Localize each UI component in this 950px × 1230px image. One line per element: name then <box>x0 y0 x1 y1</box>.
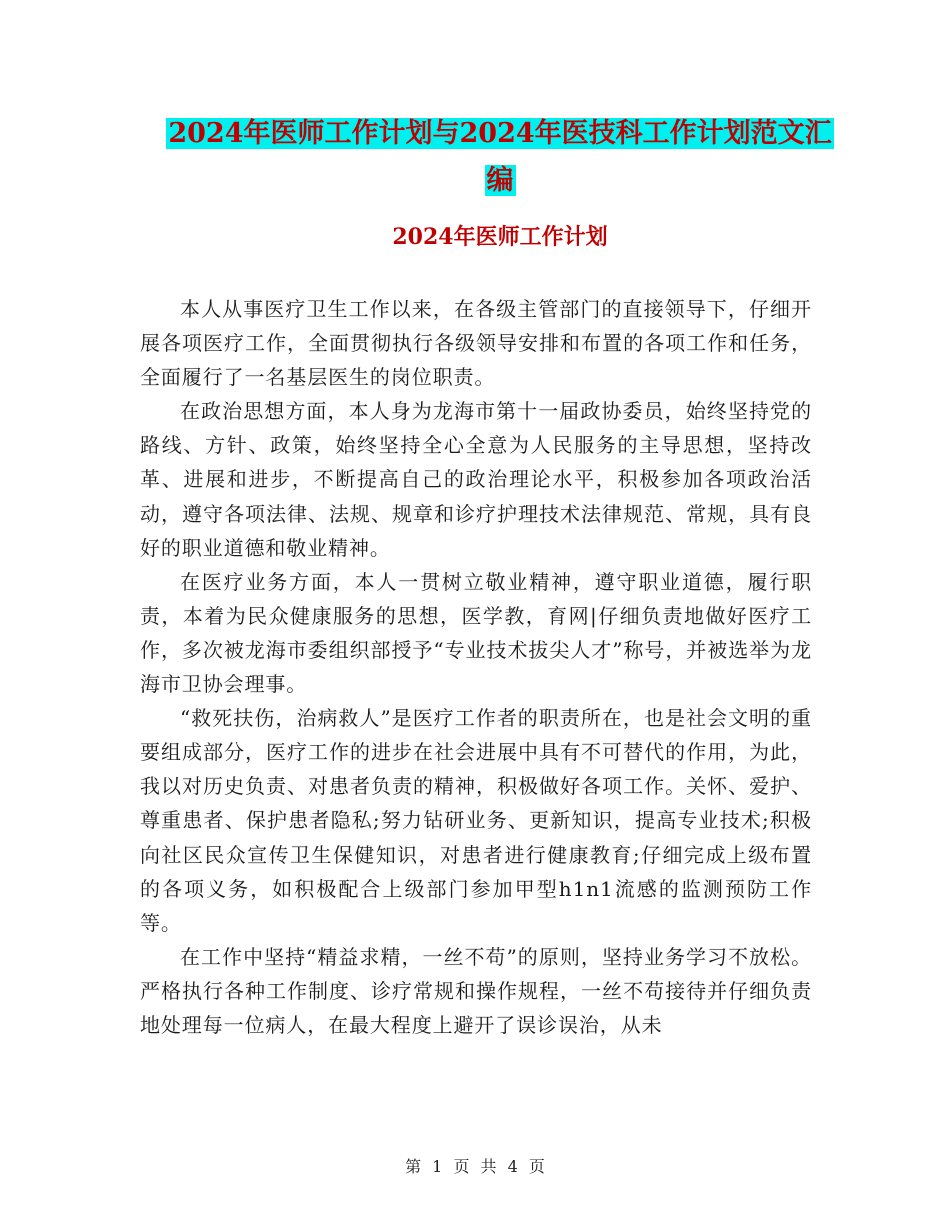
title-line-1: 2024年医师工作计划与2024年医技科工作计划范文汇 <box>168 118 832 149</box>
document-title <box>140 110 860 204</box>
section-title: 2024年医师工作计划 <box>392 224 608 250</box>
paragraph-principle: 在工作中坚持“精益求精，一丝不苟”的原则，坚持业务学习不放松。严格执行各种工作制度、诊疗常规和操作规程，一丝不苟接待并仔细负责地处理每一位病人，在最大程度上避开了误诊误治，从未 <box>140 944 812 1037</box>
page-footer: 第 1 页 共 4 页 <box>405 1157 545 1176</box>
title-line-2: 编 <box>486 165 514 196</box>
paragraph-political: 在政治思想方面，本人身为龙海市第十一届政协委员，始终坚持党的路线、方针、政策，始终坚持全心全意为人民服务的主导思想，坚持改革、进展和进步，不断提高自己的政治理论水平，积极参加各项政治活动，遵守各项法律、法规、规章和诊疗护理技术法律规范、常规，具有良好的职业道德和敬业精神。 <box>140 399 812 560</box>
paragraph-duty: “救死扶伤，治病救人”是医疗工作者的职责所在，也是社会文明的重要组成部分，医疗工作的进步在社会进展中具有不可替代的作用，为此，我以对历史负责、对患者负责的精神，积极做好各项工作。关怀、爱护、尊重患者、保护患者隐私;努力钻研业务、更新知识，提高专业技术;积极向社区民众宣传卫生保健知识，对患者进行健康教育;仔细完成上级布置的各项义务，如积极配合上级部门参加甲型h1n1流感的监测预防工作等。 <box>140 706 812 935</box>
document-body <box>140 292 812 1042</box>
paragraph-intro: 本人从事医疗卫生工作以来，在各级主管部门的直接领导下，仔细开展各项医疗工作，全面贯彻执行各级领导安排和布置的各项工作和任务，全面履行了一名基层医生的岗位职责。 <box>140 297 812 390</box>
paragraph-medical-work: 在医疗业务方面，本人一贯树立敬业精神，遵守职业道德，履行职责，本着为民众健康服务的思想，医学教，育网|仔细负责地做好医疗工作，多次被龙海市委组织部授予“专业技术拔尖人才”称号，并被选举为龙海市卫协会理事。 <box>140 569 812 697</box>
